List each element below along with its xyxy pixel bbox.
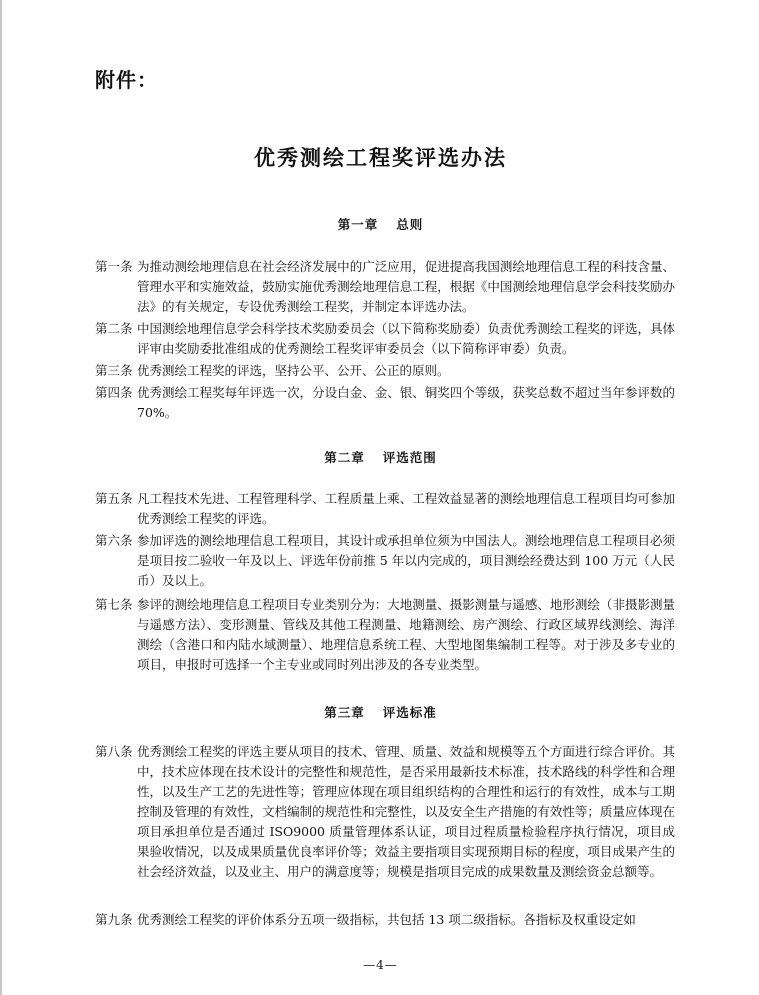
article-7: [95, 595, 675, 675]
article-text: 参评的测绘地理信息工程项目专业类别分为：大地测量、摄影测量与遥感、地形测绘（非摄影测量与遥感方法）、变形测量、管线及其他工程测量、地籍测绘、房产测绘、行政区域界线测绘、海洋测绘（含港口和内陆水域测量）、地理信息系统工程、大型地图集编制工程等。对于涉及多专业的项目，申报时可选择一个主专业或同时列出涉及的各专业类型。: [137, 597, 675, 672]
article-text: 中国测绘地理信息学会科学技术奖励委员会（以下简称奖励委）负责优秀测绘工程奖的评选，具体评审由奖励委批准组成的优秀测绘工程奖评审委员会（以下简称评审委）负责。: [137, 321, 675, 356]
article-6: [95, 531, 675, 591]
article-text: 优秀测绘工程奖的评价体系分五项一级指标，共包括 13 项二级指标。各指标及权重设定如: [137, 912, 636, 927]
article-text: 优秀测绘工程奖的评选，坚持公平、公开、公正的原则。: [137, 363, 450, 378]
article-label: 第一条: [95, 259, 133, 274]
article-4: [95, 383, 675, 423]
chapter-heading-3: [2, 703, 759, 721]
page-number: —4—: [363, 958, 398, 972]
article-label: 第九条: [95, 912, 133, 927]
article-label: 第五条: [95, 491, 133, 506]
chapter-name: 评选范围: [382, 450, 437, 465]
article-8: [95, 742, 675, 882]
article-9: [95, 910, 675, 930]
chapter-number: 第一章: [337, 217, 379, 232]
article-5: [95, 489, 675, 529]
article-1: [95, 257, 675, 317]
article-text: 优秀测绘工程奖每年评选一次，分设白金、金、银、铜奖四个等级，获奖总数不超过当年参评数的70%。: [137, 385, 675, 420]
article-label: 第八条: [95, 744, 133, 759]
attachment-label: 附件：: [95, 68, 158, 92]
chapter-number: 第二章: [324, 450, 365, 465]
article-2: [95, 319, 675, 359]
article-text: 为推动测绘地理信息在社会经济发展中的广泛应用，促进提高我国测绘地理信息工程的科技含量、管理水平和实施效益，鼓励实施优秀测绘地理信息工程，根据《中国测绘地理信息学会科技奖励办法》的有关规定，专设优秀测绘工程奖，并制定本评选办法。: [137, 259, 675, 314]
chapter-name: 总则: [396, 217, 424, 232]
article-label: 第七条: [95, 597, 133, 612]
article-label: 第六条: [95, 533, 133, 548]
document-title: 优秀测绘工程奖评选办法: [254, 146, 507, 170]
article-label: 第二条: [95, 321, 133, 336]
chapter-heading-1: [2, 215, 759, 233]
article-text: 凡工程技术先进、工程管理科学、工程质量上乘、工程效益显著的测绘地理信息工程项目均可参加优秀测绘工程奖的评选。: [137, 491, 675, 526]
chapter-number: 第三章: [324, 705, 365, 720]
article-label: 第四条: [95, 385, 133, 400]
chapter-heading-2: [2, 448, 759, 466]
article-text: 参加评选的测绘地理信息工程项目，其设计或承担单位须为中国法人。测绘地理信息工程项目必须是项目按二验收一年及以上、评选年份前推 5 年以内完成的，项目测绘经费达到 100 万元（人民币）及以上。: [137, 533, 675, 588]
article-text: 优秀测绘工程奖的评选主要从项目的技术、管理、质量、效益和规模等五个方面进行综合评价。其中，技术应体现在技术设计的完整性和规范性，是否采用最新技术标准，技术路线的科学性和合理性，以及生产工艺的先进性等；管理应体现在项目组织结构的合理性和运行的有效性，成本与工期控制及管理的有效性，文档编制的规范性和完整性，以及安全生产措施的有效性等；质量应体现在项目承担单位是否通过 ISO9000 质量管理体系认证，项目过程质量检验程序执行情况，项目成果验收情况，以及成果质量优良率评价等；效益主要指项目实现预期目标的程度，项目成果产生的社会经济效益，以及业主、用户的满意度等；规模是指项目完成的成果数量及测绘资金总额等。: [137, 744, 675, 879]
article-label: 第三条: [95, 363, 133, 378]
article-3: [95, 361, 675, 381]
chapter-name: 评选标准: [382, 705, 437, 720]
